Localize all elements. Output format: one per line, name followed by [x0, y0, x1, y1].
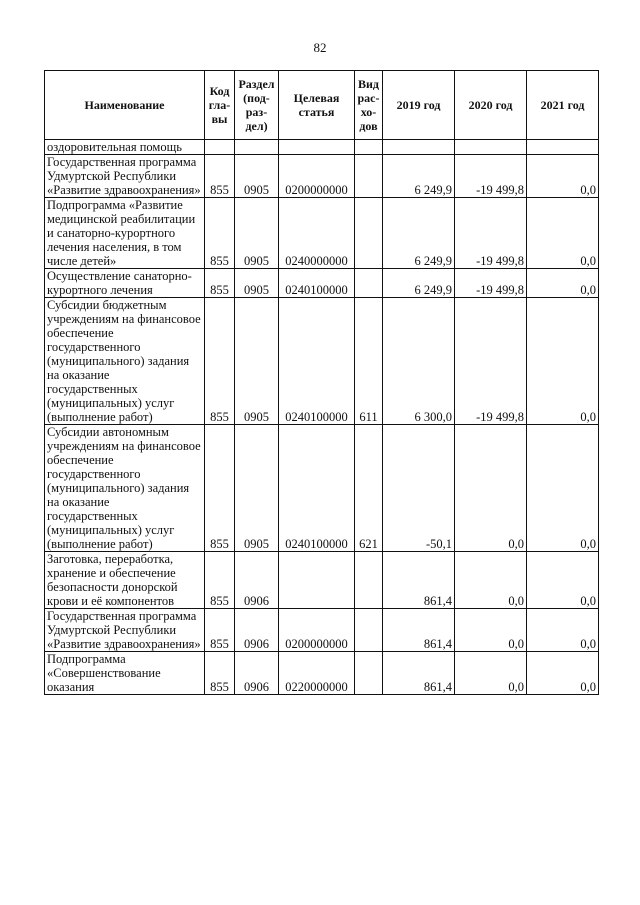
- cell-code: 855: [205, 552, 235, 609]
- page-number: 82: [313, 40, 327, 55]
- cell-name: Осуществление санаторно-курортного лечения: [45, 269, 205, 298]
- header-section: Раздел (под-раз-дел): [235, 71, 279, 140]
- table-row: [45, 609, 599, 652]
- cell-y2020: 0,0: [455, 552, 527, 609]
- cell-name: Государственная программа Удмуртской Республики «Развитие здравоохранения»: [45, 155, 205, 198]
- budget-table: [44, 70, 599, 695]
- cell-y2020: 0,0: [455, 609, 527, 652]
- cell-target: 0200000000: [279, 155, 355, 198]
- cell-y2021: 0,0: [527, 552, 599, 609]
- cell-code: 855: [205, 298, 235, 425]
- cell-y2021: 0,0: [527, 609, 599, 652]
- cell-type: [355, 652, 383, 695]
- cell-y2020: 0,0: [455, 425, 527, 552]
- cell-section: 0905: [235, 269, 279, 298]
- cell-y2021: 0,0: [527, 652, 599, 695]
- cell-target: [279, 140, 355, 155]
- cell-section: 0906: [235, 552, 279, 609]
- cell-name: Подпрограмма «Совершенствование оказания: [45, 652, 205, 695]
- table-row: [45, 155, 599, 198]
- cell-y2019: 861,4: [383, 652, 455, 695]
- header-2021: 2021 год: [527, 71, 599, 140]
- cell-target: [279, 552, 355, 609]
- cell-target: 0240000000: [279, 198, 355, 269]
- cell-name: Субсидии автономным учреждениям на финансовое обеспечение государственного (муниципального) задания на оказание государственных (муниципальных) услуг (выполнение работ): [45, 425, 205, 552]
- cell-code: 855: [205, 652, 235, 695]
- cell-type: 621: [355, 425, 383, 552]
- cell-y2020: -19 499,8: [455, 198, 527, 269]
- cell-target: 0240100000: [279, 269, 355, 298]
- cell-y2019: 861,4: [383, 609, 455, 652]
- cell-type: [355, 552, 383, 609]
- cell-type: [355, 609, 383, 652]
- cell-section: [235, 140, 279, 155]
- cell-name: Подпрограмма «Развитие медицинской реабилитации и санаторно-курортного лечения населения, в том числе детей»: [45, 198, 205, 269]
- cell-y2021: [527, 140, 599, 155]
- header-target: Целевая статья: [279, 71, 355, 140]
- cell-y2021: 0,0: [527, 425, 599, 552]
- cell-type: [355, 198, 383, 269]
- table-row: [45, 425, 599, 552]
- cell-type: [355, 140, 383, 155]
- cell-y2020: -19 499,8: [455, 269, 527, 298]
- table-header-row: [45, 71, 599, 140]
- table-row: [45, 198, 599, 269]
- cell-target: 0200000000: [279, 609, 355, 652]
- cell-name: Заготовка, переработка, хранение и обеспечение безопасности донорской крови и её компонентов: [45, 552, 205, 609]
- cell-target: 0220000000: [279, 652, 355, 695]
- cell-y2019: [383, 140, 455, 155]
- cell-y2019: 6 249,9: [383, 198, 455, 269]
- table-row: [45, 298, 599, 425]
- cell-code: 855: [205, 609, 235, 652]
- table-row: [45, 269, 599, 298]
- header-name: Наименование: [45, 71, 205, 140]
- cell-name: Субсидии бюджетным учреждениям на финансовое обеспечение государственного (муниципального) задания на оказание государственных (муниципальных) услуг (выполнение работ): [45, 298, 205, 425]
- cell-y2019: 6 300,0: [383, 298, 455, 425]
- cell-section: 0905: [235, 198, 279, 269]
- cell-code: 855: [205, 425, 235, 552]
- cell-code: [205, 140, 235, 155]
- cell-type: 611: [355, 298, 383, 425]
- cell-type: [355, 269, 383, 298]
- cell-code: 855: [205, 155, 235, 198]
- cell-section: 0905: [235, 425, 279, 552]
- cell-name: Государственная программа Удмуртской Республики «Развитие здравоохранения»: [45, 609, 205, 652]
- cell-y2021: 0,0: [527, 155, 599, 198]
- cell-y2020: [455, 140, 527, 155]
- cell-code: 855: [205, 198, 235, 269]
- cell-y2021: 0,0: [527, 298, 599, 425]
- cell-y2020: 0,0: [455, 652, 527, 695]
- cell-y2019: -50,1: [383, 425, 455, 552]
- table-row: [45, 652, 599, 695]
- cell-target: 0240100000: [279, 298, 355, 425]
- header-2020: 2020 год: [455, 71, 527, 140]
- table-row: [45, 552, 599, 609]
- cell-y2020: -19 499,8: [455, 155, 527, 198]
- cell-type: [355, 155, 383, 198]
- cell-target: 0240100000: [279, 425, 355, 552]
- header-type: Вид рас-хо-дов: [355, 71, 383, 140]
- cell-y2019: 6 249,9: [383, 269, 455, 298]
- header-2019: 2019 год: [383, 71, 455, 140]
- cell-y2021: 0,0: [527, 198, 599, 269]
- cell-y2020: -19 499,8: [455, 298, 527, 425]
- table-row: [45, 140, 599, 155]
- cell-section: 0906: [235, 652, 279, 695]
- header-code: Код гла-вы: [205, 71, 235, 140]
- cell-y2021: 0,0: [527, 269, 599, 298]
- cell-code: 855: [205, 269, 235, 298]
- cell-y2019: 861,4: [383, 552, 455, 609]
- cell-name: оздоровительная помощь: [45, 140, 205, 155]
- table-body: [45, 140, 599, 695]
- cell-section: 0905: [235, 155, 279, 198]
- cell-y2019: 6 249,9: [383, 155, 455, 198]
- cell-section: 0906: [235, 609, 279, 652]
- cell-section: 0905: [235, 298, 279, 425]
